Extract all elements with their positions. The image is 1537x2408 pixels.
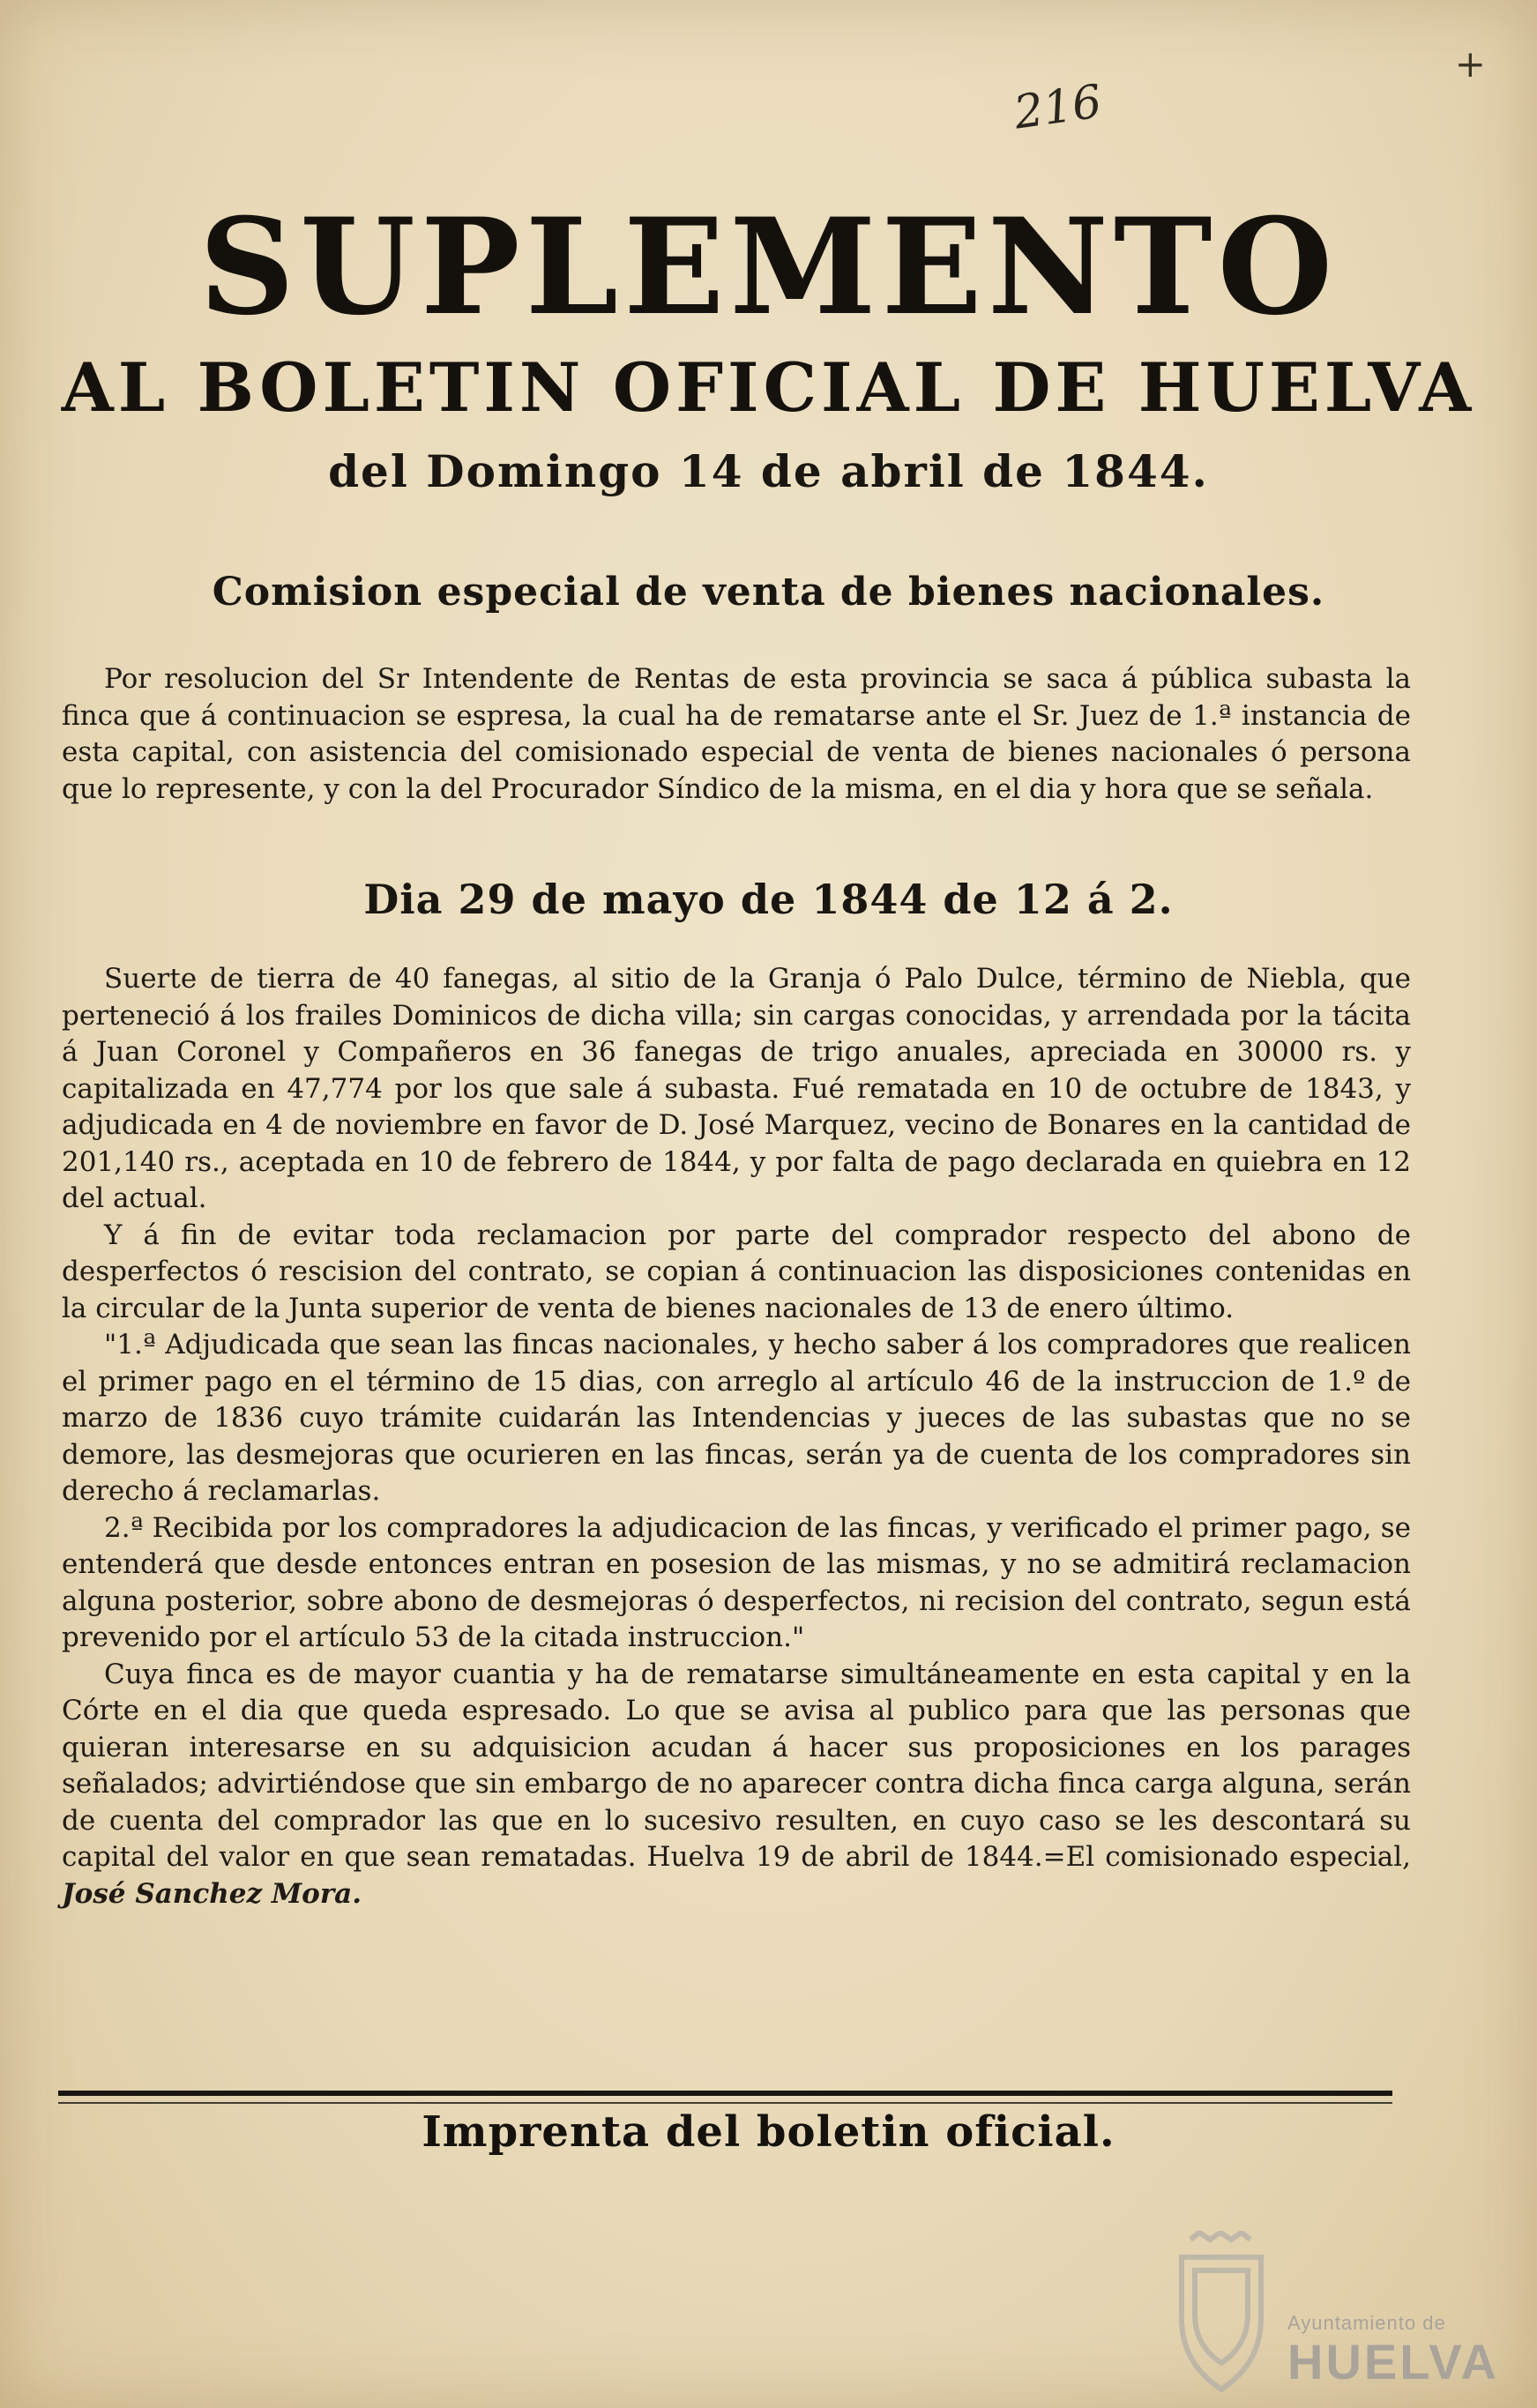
property-description-paragraph: Suerte de tierra de 40 fanegas, al sitio de la Granja ó Palo Dulce, término de Niebla, que perteneció á los frailes Dominicos de dicha villa; sin cargas conocidas, y arrendada por la tácita á Juan Coronel y Compañeros en 36 fanegas de trigo anuales, apreciada en 30000 rs. y capitalizada en 47,774 por los que sale á subasta. Fué rematada en 10 de octubre de 1843, y adjudicada en 4 de noviembre en favor de D. José Marquez, vecino de Bonares en la cantidad de 201,140 rs., aceptada en 10 de febrero de 1844, y por falta de pago declarada en quiebra en 12 del actual. [62, 963, 1411, 1214]
closing-text: Cuya finca es de mayor cuantia y ha de rematarse simultáneamente en esta capital y en la Córte en el dia que queda espresado. Lo que se avisa al publico para que las personas que quieran interesarse en su adquisicion acudan á hacer sus proposiciones en los parages señalados; advirtiéndose que sin embargo de no aparecer contra dicha finca carga alguna, serán de cuenta del comprador las que en lo sucesivo resulten, en cuyo caso se les descontará su capital del valor en que sean rematadas. Huelva 19 de abril de 1844.=El comisionado especial, [62, 1658, 1411, 1873]
footer-rule-thin [58, 2102, 1392, 2104]
notice-body [62, 961, 1411, 1912]
closing-paragraph [62, 1657, 1411, 1913]
issue-dateline: del Domingo 14 de abril de 1844. [328, 445, 1209, 497]
watermark-line-1: Ayuntamiento de [1287, 2312, 1446, 2334]
provision-1-paragraph: "1.ª Adjudicada que sean las fincas nacionales, y hecho saber á los compradores que realicen el primer pago en el término de 15 dias, con arreglo al artículo 46 de la instruccion de 1.º de marzo de 1836 cuyo trámite cuidarán las Intendencias y jueces de las subastas que no se demore, las desmejoras que ocurieren en las fincas, serán ya de cuenta de los compradores sin derecho á reclamarlas. [62, 1329, 1411, 1507]
document-title: SUPLEMENTO [198, 190, 1339, 345]
signatory-name: José Sanchez Mora. [62, 1877, 362, 1910]
handwritten-folio-number: 216 [1011, 75, 1105, 140]
provision-2-paragraph: 2.ª Recibida por los compradores la adjudicacion de las fincas, y verificado el primer pago, se entenderá que desde entonces entran en posesion de las mismas, y no se admitirá reclamacion alguna posterior, sobre abono de desmejoras ó desperfectos, ni recision del contrato, segun está prevenido por el artículo 53 de la citada instruccion." [62, 1511, 1411, 1653]
disclaimer-paragraph: Y á fin de evitar toda reclamacion por parte del comprador respecto del abono de desperfectos ó rescision del contrato, se copian á continuacion las disposiciones contenidas en la circular de la Junta superior de venta de bienes nacionales de 13 de enero último. [62, 1219, 1411, 1324]
auction-date-heading: Dia 29 de mayo de 1844 de 12 á 2. [363, 876, 1174, 923]
footer-rule [58, 2091, 1392, 2096]
commission-heading: Comision especial de venta de bienes nacionales. [212, 570, 1325, 615]
document-subtitle: AL BOLETIN OFICIAL DE HUELVA [61, 348, 1476, 427]
watermark-line-2: HUELVA [1287, 2334, 1499, 2389]
intro-paragraph: Por resolucion del Sr Intendente de Rentas de esta provincia se saca á pública subasta la finca que á continuacion se espresa, la cual ha de rematarse ante el Sr. Juez de 1.ª instancia de esta capital, con asistencia del comisionado especial de venta de bienes nacionales ó persona que lo represente, y con la del Procurador Síndico de la misma, en el dia y hora que se señala. [62, 663, 1411, 805]
printer-imprint: Imprenta del boletin oficial. [422, 2107, 1115, 2157]
corner-mark: + [1454, 42, 1486, 86]
